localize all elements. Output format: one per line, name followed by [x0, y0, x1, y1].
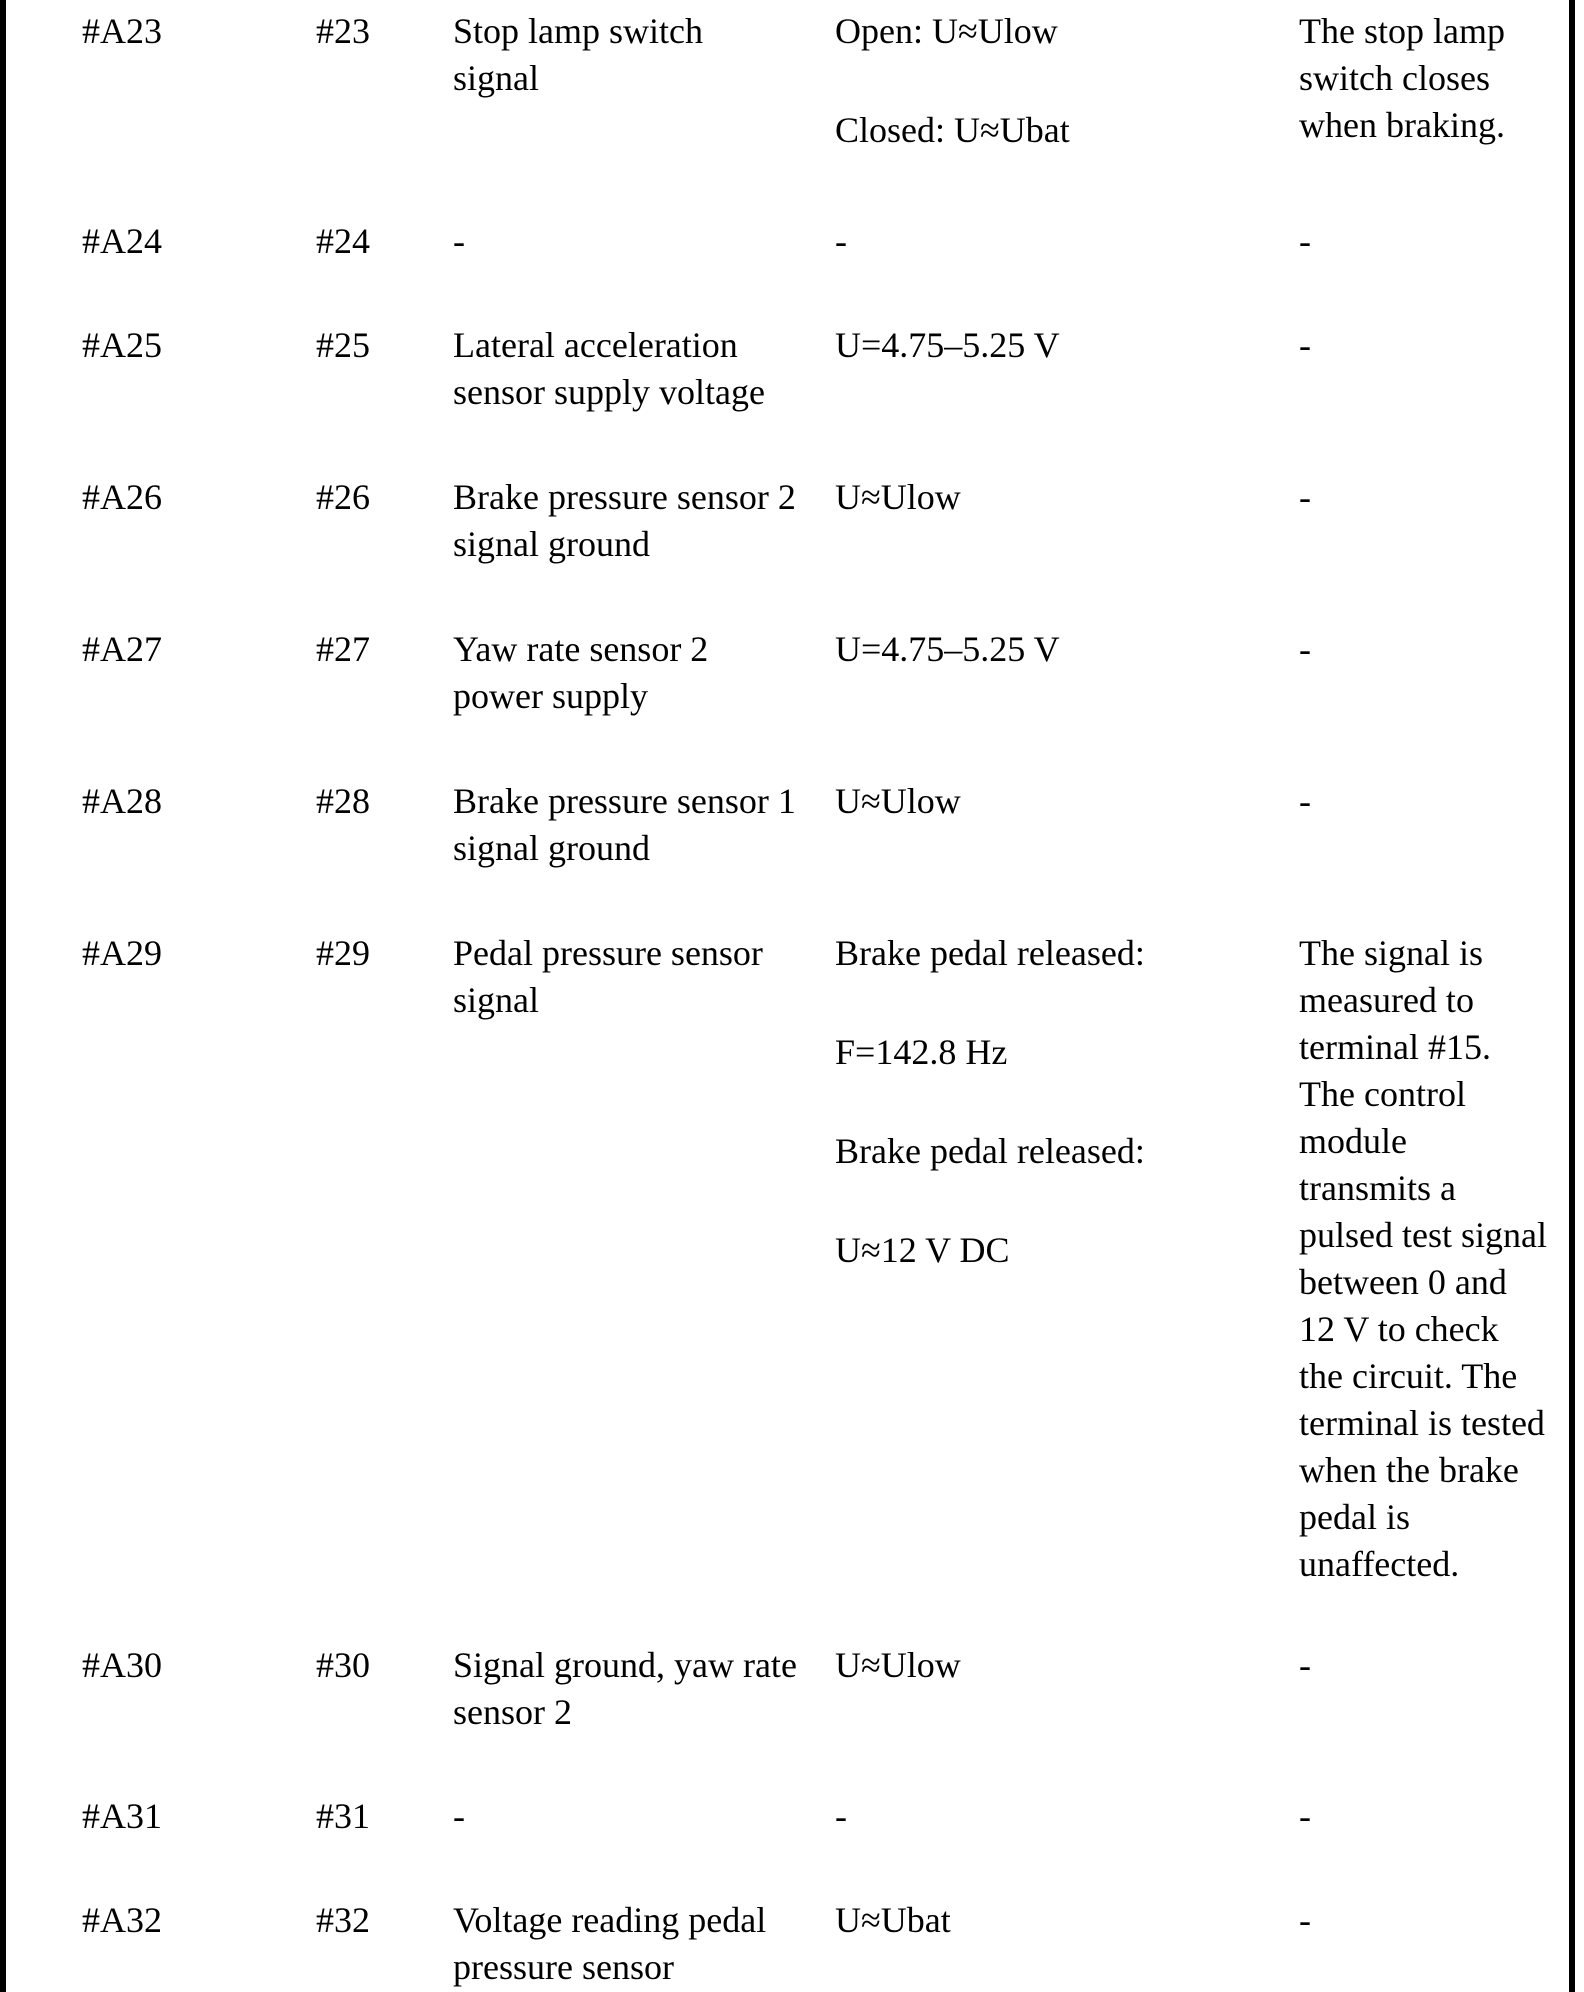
signal-description — [453, 474, 831, 568]
measured-value — [835, 1793, 1290, 1840]
description-line: power supply — [453, 676, 648, 716]
comment — [1299, 930, 1569, 1588]
comment — [1299, 626, 1569, 673]
value-line: - — [835, 1796, 847, 1836]
value-line: Brake pedal released: — [835, 933, 1145, 973]
comment-line: - — [1299, 781, 1311, 821]
value-line: U≈Ulow — [835, 477, 961, 517]
measured-value — [835, 1642, 1290, 1689]
value-line: U=4.75–5.25 V — [835, 325, 1060, 365]
comment-line: measured to — [1299, 980, 1474, 1020]
description-line: Signal ground, yaw rate — [453, 1645, 797, 1685]
value-line: - — [835, 221, 847, 261]
signal-description — [453, 322, 831, 416]
measured-value — [835, 778, 1290, 825]
description-line: Pedal pressure sensor — [453, 933, 763, 973]
terminal-number: #27 — [316, 629, 370, 669]
description-line: signal ground — [453, 524, 650, 564]
measured-value — [835, 8, 1290, 154]
terminal-number: #24 — [316, 221, 370, 261]
comment-line: transmits a — [1299, 1168, 1456, 1208]
comment-line: the circuit. The — [1299, 1356, 1518, 1396]
measured-value — [835, 218, 1290, 265]
description-line: signal — [453, 58, 539, 98]
connector-terminal: #A27 — [82, 629, 162, 669]
table-right-border — [1569, 0, 1575, 1992]
description-line: Lateral acceleration — [453, 325, 738, 365]
comment-line: The stop lamp — [1299, 11, 1505, 51]
connector-terminal: #A25 — [82, 325, 162, 365]
signal-description — [453, 218, 831, 265]
comment-line: when the brake — [1299, 1450, 1519, 1490]
signal-description — [453, 626, 831, 720]
comment-line: The signal is — [1299, 933, 1483, 973]
comment — [1299, 1793, 1569, 1840]
connector-terminal: #A32 — [82, 1900, 162, 1940]
comment-line: The control — [1299, 1074, 1466, 1114]
comment — [1299, 1642, 1569, 1689]
terminal-number: #23 — [316, 11, 370, 51]
comment-line: - — [1299, 221, 1311, 261]
comment — [1299, 322, 1569, 369]
value-line: F=142.8 Hz — [835, 1032, 1008, 1072]
signal-description — [453, 8, 831, 102]
comment-line: module — [1299, 1121, 1407, 1161]
measured-value — [835, 474, 1290, 521]
description-line: signal ground — [453, 828, 650, 868]
terminal-number: #26 — [316, 477, 370, 517]
comment-line: switch closes — [1299, 58, 1490, 98]
comment-line: - — [1299, 1900, 1311, 1940]
terminal-number: #32 — [316, 1900, 370, 1940]
comment-line: pulsed test signal — [1299, 1215, 1547, 1255]
comment — [1299, 8, 1569, 149]
value-line: Brake pedal released: — [835, 1131, 1145, 1171]
comment-line: between 0 and — [1299, 1262, 1507, 1302]
connector-terminal: #A30 — [82, 1645, 162, 1685]
signal-description — [453, 930, 831, 1024]
measured-value — [835, 322, 1290, 369]
comment-line: - — [1299, 477, 1311, 517]
comment-line: - — [1299, 325, 1311, 365]
comment — [1299, 1897, 1569, 1944]
description-line: Yaw rate sensor 2 — [453, 629, 709, 669]
description-line: Brake pressure sensor 2 — [453, 477, 796, 517]
comment — [1299, 778, 1569, 825]
description-line: - — [453, 221, 465, 261]
value-line: U≈Ubat — [835, 1900, 951, 1940]
comment-line: 12 V to check — [1299, 1309, 1499, 1349]
comment-line: terminal #15. — [1299, 1027, 1491, 1067]
description-line: - — [453, 1796, 465, 1836]
comment-line: - — [1299, 1796, 1311, 1836]
signal-description — [453, 778, 831, 872]
description-line: Voltage reading pedal — [453, 1900, 767, 1940]
terminal-number: #28 — [316, 781, 370, 821]
value-line: U=4.75–5.25 V — [835, 629, 1060, 669]
description-line: pressure sensor — [453, 1947, 674, 1987]
description-line: Stop lamp switch — [453, 11, 703, 51]
terminal-number: #25 — [316, 325, 370, 365]
signal-description — [453, 1897, 831, 1991]
comment-line: unaffected. — [1299, 1544, 1460, 1584]
measured-value — [835, 626, 1290, 673]
terminal-number: #31 — [316, 1796, 370, 1836]
signal-description — [453, 1642, 831, 1736]
connector-terminal: #A23 — [82, 11, 162, 51]
value-line: U≈Ulow — [835, 781, 961, 821]
value-line: Closed: U≈Ubat — [835, 110, 1070, 150]
value-line: U≈12 V DC — [835, 1230, 1010, 1270]
description-line: signal — [453, 980, 539, 1020]
connector-terminal: #A28 — [82, 781, 162, 821]
connector-terminal: #A26 — [82, 477, 162, 517]
comment-line: - — [1299, 1645, 1311, 1685]
description-line: Brake pressure sensor 1 — [453, 781, 796, 821]
measured-value — [835, 930, 1290, 1274]
value-line: U≈Ulow — [835, 1645, 961, 1685]
connector-terminal: #A31 — [82, 1796, 162, 1836]
comment-line: - — [1299, 629, 1311, 669]
comment-line: pedal is — [1299, 1497, 1410, 1537]
terminal-number: #29 — [316, 933, 370, 973]
comment-line: terminal is tested — [1299, 1403, 1545, 1443]
connector-terminal: #A29 — [82, 933, 162, 973]
connector-terminal: #A24 — [82, 221, 162, 261]
measured-value — [835, 1897, 1290, 1944]
table-left-border — [0, 0, 6, 1992]
description-line: sensor supply voltage — [453, 372, 765, 412]
value-line: Open: U≈Ulow — [835, 11, 1058, 51]
comment-line: when braking. — [1299, 105, 1505, 145]
signal-description — [453, 1793, 831, 1840]
terminal-number: #30 — [316, 1645, 370, 1685]
description-line: sensor 2 — [453, 1692, 572, 1732]
comment — [1299, 474, 1569, 521]
comment — [1299, 218, 1569, 265]
